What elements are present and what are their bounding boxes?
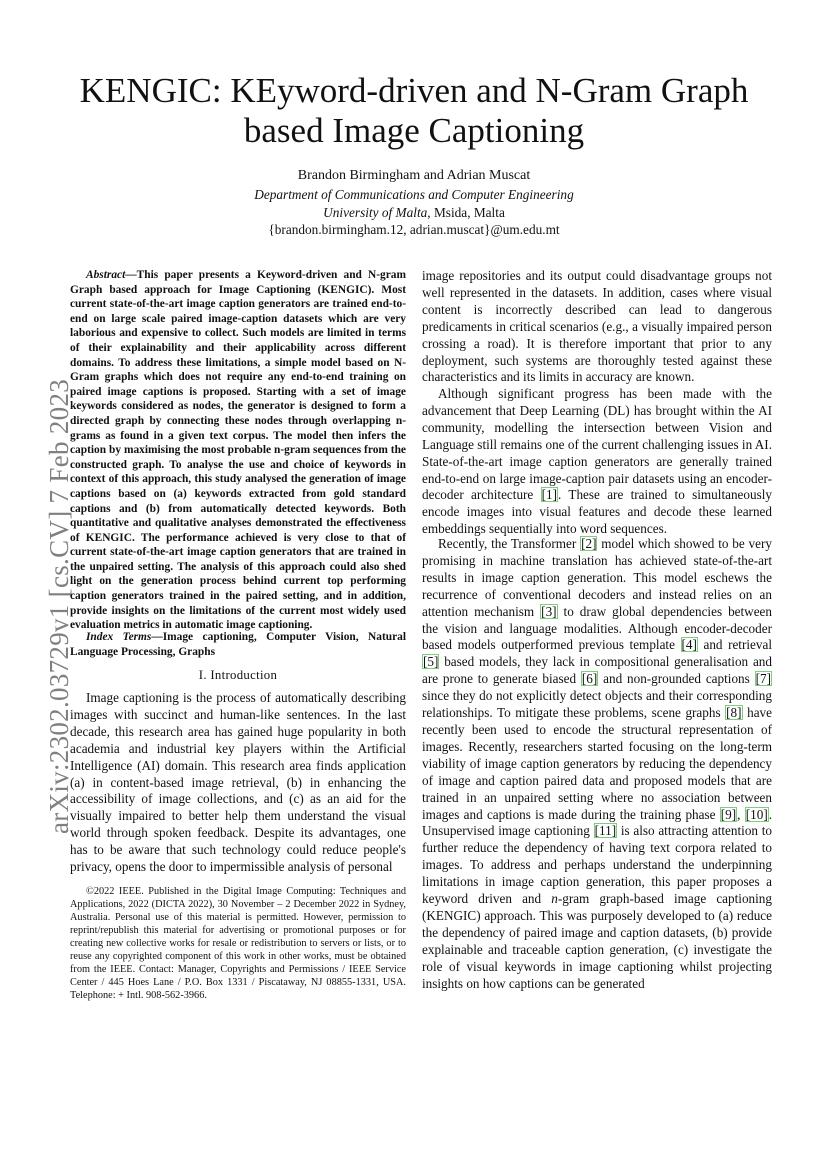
arxiv-stamp: arXiv:2302.03729v1 [cs.CV] 7 Feb 2023 bbox=[44, 378, 74, 834]
right-paragraph-1 bbox=[422, 268, 772, 386]
department: Department of Communications and Computer Engineering bbox=[254, 187, 574, 202]
citation-link[interactable]: [1] bbox=[541, 487, 557, 503]
citation-link[interactable]: [5] bbox=[423, 654, 439, 670]
p3-s1: Recently, the Transformer bbox=[438, 536, 581, 551]
p3-s6: and non-grounded captions bbox=[598, 671, 755, 687]
location: , Msida, Malta bbox=[427, 204, 505, 220]
index-terms-text: —Image captioning, Computer Vision, Natural Language Processing, Graphs bbox=[70, 631, 406, 658]
citation-link[interactable]: [6] bbox=[581, 671, 598, 687]
citation-link[interactable]: [9] bbox=[720, 806, 737, 822]
p3-s7: since they do not explicitly detect objects and their corresponding relationships. To mitigate these problems, scene graphs bbox=[422, 688, 772, 721]
right-paragraph-2 bbox=[422, 386, 772, 538]
title-line-2: based Image Captioning bbox=[243, 111, 585, 150]
intro-text: Image captioning is the process of automatically describing images with succinct and human-like sentences. In the last decade, this research area has gained huge popularity in both academia and industrial key players within the Artificial Intelligence (AI) domain. This research area finds application (a) in content-based image retrieval, (b) in enhancing the accessibility of image collections, and (c) as an aid for the visually impaired to better help them understand the visual world through spoken feedback. Despite its advantages, one has to be aware that such technology could reduce people's privacy, opens the door to impermissible analysis of personal bbox=[70, 690, 406, 875]
p3-s5: based models, they lack in compositional generalisation and are prone to generate biased bbox=[422, 654, 772, 687]
citation-link[interactable]: [7] bbox=[755, 671, 771, 687]
abstract-text: —This paper presents a Keyword-driven and N-gram Graph based approach for Image Captioning (KENGIC). Most current state-of-the-art image caption generators are trained end-to-end on large scale paired image-caption datasets which are very laborious and expensive to collect. Such models are limited in terms of their explainability and their applicability across different domains. To address these limitations, a simple model based on N-Gram graphs which does not require any end-to-end training on paired image captions is proposed. Starting with a set of image keywords considered as nodes, the generator is designed to form a directed graph by connecting these nodes through overlapping n-grams as found in a given text corpus. The model then infers the caption by maximising the most probable n-gram sequences from the constructed graph. To analyse the use and choice of keywords in context of this approach, this study analysed the generation of image captions based on (a) keywords extracted from gold standard captions and (b) from automatically detected keywords. Both quantitative and qualitative analyses demonstrated the effectiveness of KENGIC. The performance achieved is very close to that of current state-of-the-art image caption generators that are trained in the unpaired setting. The analysis of this approach could also shed light on the generation process behind current top performing caption generators trained in the paired setting, and in addition, provide insights on the limitations of the current most widely used evaluation metrics in automatic image captioning. bbox=[70, 269, 406, 632]
p3-s8: have recently been used to encode the structural representation of images. Recently, researchers started focusing on the long-term viability of image caption generators by reducing the dependency of image and caption paired data and proposed models that are trained in an unpaired setting where no association between images and captions is made during the training phase bbox=[422, 705, 772, 822]
right-p1-text: image repositories and its output could disadvantage groups not well represented in the datasets. In addition, cases where visual content is incorrectly described can lead to dangerous predicaments in critical scenarios (e.g., a visually impaired person crossing a road). It is therefore important that prior to any deployment, such systems are thoroughly tested against these characteristics and its limits in accuracy are known. bbox=[422, 268, 772, 385]
right-paragraph-3 bbox=[422, 536, 772, 992]
copyright-notice bbox=[70, 885, 406, 1002]
title-line-1: KENGIC: KEyword-driven and N-Gram Graph bbox=[79, 71, 749, 110]
p3-s10: . Unsupervised image captioning bbox=[422, 806, 773, 839]
university: University of Malta bbox=[323, 204, 428, 220]
right-p2-text-a: Although significant progress has been made with the advancement that Deep Learning (DL) has brought within the AI community, modelling the intersection between Vision and Language still remains one of the current challenging issues in AI. State-of-the-art image caption generators are generally trained end-to-end on large image-caption pair datasets using an encoder-decoder architecture bbox=[422, 386, 772, 503]
citation-link[interactable]: [8] bbox=[726, 705, 742, 721]
citation-link[interactable]: [10] bbox=[745, 806, 768, 822]
p3-s9: , bbox=[737, 806, 745, 822]
emails: {brandon.birmingham.12, adrian.muscat}@um.edu.mt bbox=[268, 222, 560, 237]
p3-s11: is also attracting attention to further reduce the dependency of having text corpora related to images. To address and perhaps understand the underpinning limitations in image caption generation, this paper proposes a keyword driven and bbox=[422, 823, 772, 907]
abstract bbox=[70, 268, 406, 633]
p3-s12: -gram graph-based image captioning (KENGIC) approach. This was purposely developed to (a) reduce the dependency of paired image and caption datasets, (b) provide explainable and traceable caption generation, (c) investigate the role of visual keywords in image captioning whilst projecting insights on how captions can be generated bbox=[422, 891, 772, 991]
right-p2-text-b: . These are trained to simultaneously encode images into visual features and decode these learned embeddings sequentially into word sequences. bbox=[422, 487, 772, 537]
citation-link[interactable]: [11] bbox=[594, 823, 617, 839]
copyright-text: ©2022 IEEE. Published in the Digital Image Computing: Techniques and Applications, 2022 (DICTA 2022), 30 November – 2 December 2022 in Sydney, Australia. Personal use of this material is permitted. However, permission to reprint/republish this material for advertising or promotional purposes or for creating new collective works for resale or redistribution to servers or lists, or to reuse any copyrighted component of this work in other works, must be obtained from the IEEE. Contact: Manager, Copyrights and Permissions / IEEE Service Center / 445 Hoes Lane / P.O. Box 1331 / Piscataway, NJ 08855-1331, USA. Telephone: + Intl. 908-562-3966. bbox=[70, 886, 406, 1001]
p3-s4: and retrieval bbox=[697, 637, 772, 653]
author-list: Brandon Birmingham and Adrian Muscat bbox=[297, 168, 531, 183]
math-n: n bbox=[551, 891, 558, 907]
citation-link[interactable]: [3] bbox=[541, 603, 557, 619]
index-terms-label: Index Terms bbox=[86, 631, 152, 643]
section-heading: I. Introduction bbox=[198, 668, 278, 682]
citation-link[interactable]: [2] bbox=[581, 536, 597, 551]
abstract-label: Abstract bbox=[86, 269, 126, 281]
affiliation-block bbox=[60, 186, 768, 239]
index-terms bbox=[70, 630, 406, 659]
p3-s3: to draw global dependencies between the vision and language modalities. Although encoder-decoder based models outperformed previous template bbox=[422, 603, 772, 653]
citation-link[interactable]: [4] bbox=[681, 637, 697, 653]
p3-s2: model which showed to be very promising in machine translation has achieved state-of-the-art results in image caption generation. This model eschews the recurrence of conventional decoders and instead relies on an attention mechanism bbox=[422, 536, 772, 619]
paper-title bbox=[60, 71, 768, 151]
intro-paragraph bbox=[70, 690, 406, 876]
university-line bbox=[60, 204, 768, 222]
